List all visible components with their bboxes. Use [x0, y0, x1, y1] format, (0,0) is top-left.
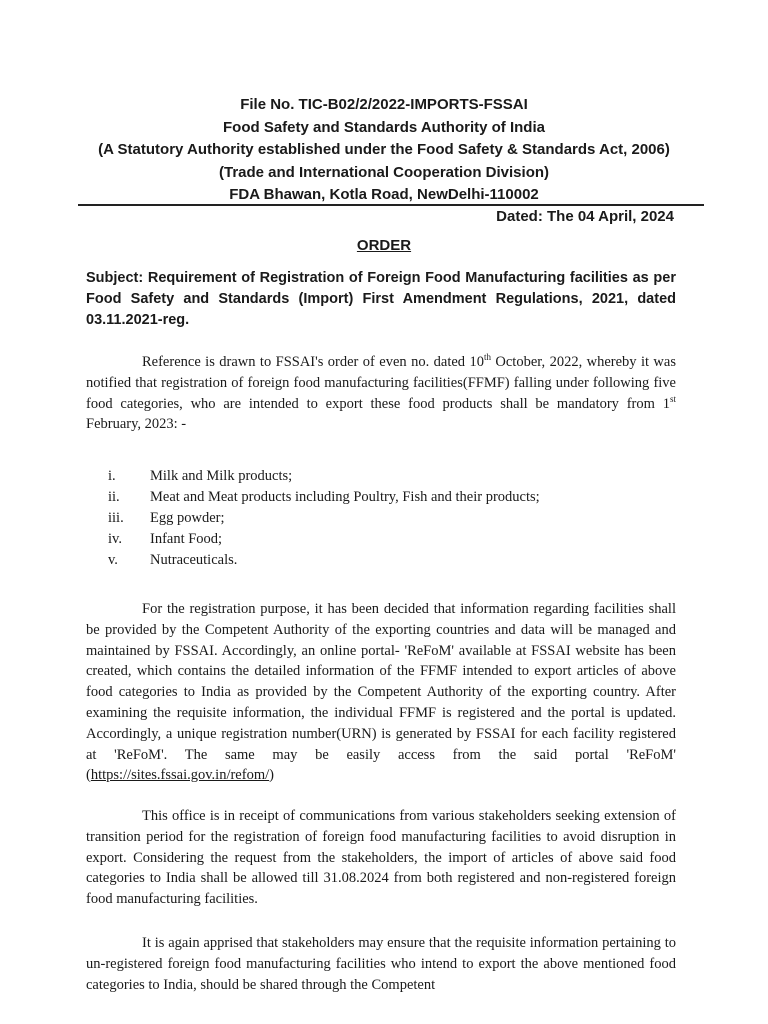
- header-divider: [78, 204, 704, 206]
- para1-text-c: February, 2023: -: [86, 416, 187, 433]
- para3-text: This office is in receipt of communications from various stakeholders seeking extension of transition period for the registration of foreign food manufacturing facilities to avoid disruption in export. Considering the request from the stakeholders, the import of articles of above said food categories to India shall be allowed till 31.08.2024 from both registered and non-registered foreign food manufacturing facilities.: [86, 808, 676, 908]
- list-number: iv.: [108, 531, 122, 547]
- letterhead: [0, 94, 768, 207]
- authority-name: Food Safety and Standards Authority of India: [223, 118, 545, 136]
- para1-sup-th: th: [483, 352, 491, 363]
- para1-sup-st: st: [669, 393, 676, 404]
- paragraph-registration-purpose: [86, 599, 676, 786]
- list-text: Meat and Meat products including Poultry, Fish and their products;: [150, 489, 540, 505]
- para4-text: It is again apprised that stakeholders may ensure that the requisite information pertaining to un-registered foreign food manufacturing facilities who intend to export the above mentioned food categories to India, should be shared through the Competent: [86, 935, 676, 993]
- para2-end: ): [269, 767, 274, 784]
- paragraph-apprised: [86, 933, 676, 995]
- list-number: iii.: [108, 510, 124, 526]
- statutory-line: (A Statutory Authority established under the Food Safety & Standards Act, 2006): [98, 141, 670, 158]
- paragraph-reference: [86, 352, 676, 435]
- division-line: (Trade and International Cooperation Division): [218, 163, 550, 181]
- subject-line: Subject: Requirement of Registration of Foreign Food Manufacturing facilities as per Food Safety and Standards (Import) First Amendment Regulations, 2021, dated 03.11.2021-reg.: [86, 270, 676, 328]
- list-text: Egg powder;: [150, 510, 225, 526]
- list-text: Infant Food;: [150, 531, 223, 547]
- list-item: [100, 487, 660, 508]
- list-item: [100, 508, 660, 529]
- list-number: v.: [108, 552, 118, 568]
- address-line: FDA Bhawan, Kotla Road, NewDelhi-110002: [229, 186, 539, 203]
- date-line: Dated: The 04 April, 2024: [496, 208, 674, 225]
- list-item: [100, 550, 660, 571]
- list-text: Nutraceuticals.: [150, 552, 238, 568]
- refom-portal-link[interactable]: https://sites.fssai.gov.in/refom/: [90, 767, 270, 784]
- paragraph-extension: [86, 806, 676, 910]
- para2-text: For the registration purpose, it has been decided that information regarding facilities shall be provided by the Competent Authority of the exporting countries and data will be managed and maintained by FSSAI. Accordingly, an online portal- 'ReFoM' available at FSSAI website has been created, which contains the detailed information of the FFMF intended to export articles of above food categories to India as provided by the Competent Authority of the exporting country. After examining the requisite information, the individual FFMF is registered and the portal is updated. Accordingly, a unique registration number(URN) is generated by FSSAI for each facility registered at 'ReFoM'. The same may be easily access from the said portal 'ReFoM' (: [86, 601, 676, 784]
- list-text: Milk and Milk products;: [150, 468, 293, 484]
- file-number: File No. TIC-B02/2/2022-IMPORTS-FSSAI: [240, 96, 528, 113]
- list-item: [100, 466, 660, 487]
- list-item: [100, 529, 660, 550]
- order-title: ORDER: [356, 237, 412, 254]
- para1-text-b: October, 2022, whereby it was notified that registration of foreign food manufacturing facilities(FFMF) falling under following five food categories, who are intended to export these food products shall be mandatory from 1: [86, 354, 676, 412]
- food-category-list: [100, 466, 660, 571]
- para1-text-a: Reference is drawn to FSSAI's order of even no. dated 10: [142, 354, 484, 370]
- list-number: i.: [108, 468, 116, 484]
- list-number: ii.: [108, 489, 120, 505]
